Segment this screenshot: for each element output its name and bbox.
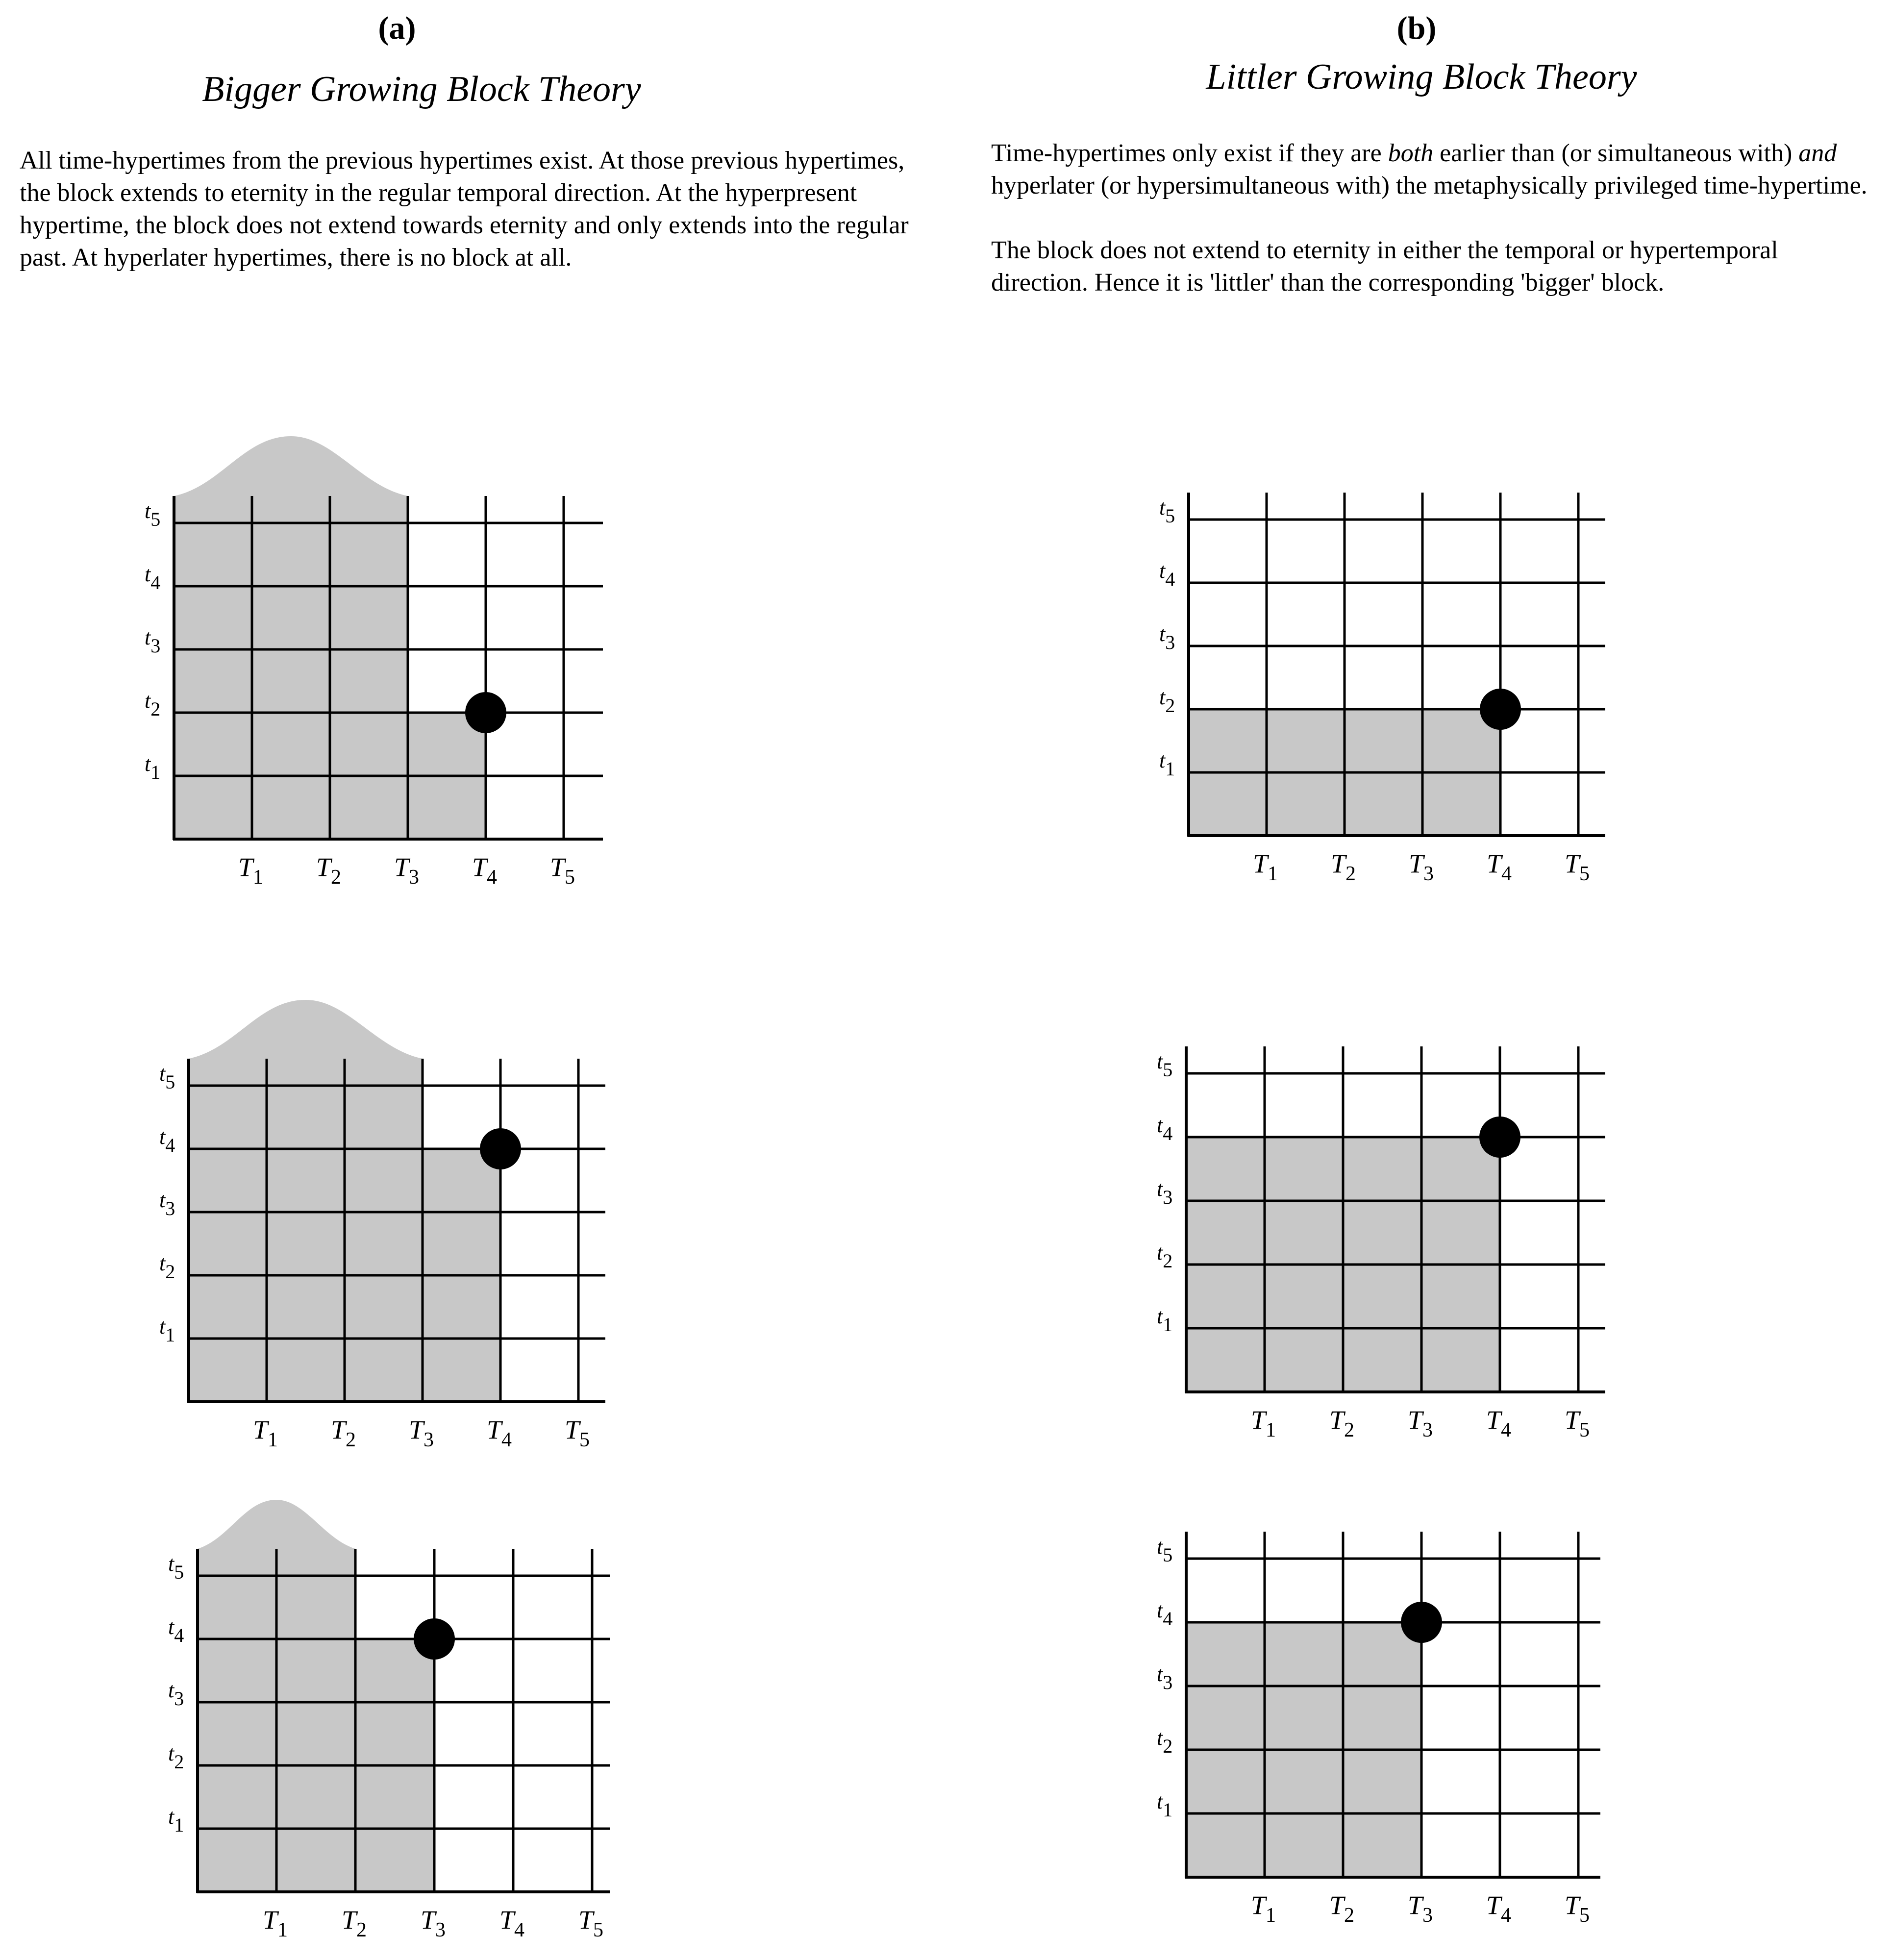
time-tick-label: t1 (1157, 1789, 1173, 1821)
hypertime-tick-label: $T_2$ (1331, 849, 1356, 885)
time-tick-label: t3 (1159, 622, 1175, 653)
hypertime-tick-label: $T_1$ (1253, 849, 1278, 885)
hypertime-tick-label: $T_3$ (421, 1905, 446, 1941)
time-tick-label: t2 (1157, 1241, 1173, 1272)
hypertime-tick-label: $T_5$ (565, 1415, 590, 1451)
panel-a-description: All time-hypertimes from the previous hypertimes exist. At those previous hypertimes, the block extends to eternity in the regular temporal direction. At the hyperpresent hypertime, the block does not extend towards eternity and only extends into the regular past. At hyperlater hypertimes, there is no block at all. (20, 147, 909, 272)
panel-b-label: (b) (1396, 10, 1437, 46)
time-tick-label: t2 (1159, 685, 1175, 717)
hypertime-tick-label: $T_4$ (1486, 1890, 1512, 1927)
time-tick-label: t2 (1157, 1726, 1173, 1757)
hypertime-tick-label: $T_5$ (1565, 1890, 1590, 1927)
present-time-hypertime-dot (1480, 689, 1521, 730)
time-tick-label: t1 (1159, 748, 1175, 780)
time-tick-label: t2 (145, 689, 161, 720)
growing-block-region (198, 1500, 434, 1892)
hypertime-tick-label: $T_4$ (499, 1905, 525, 1941)
time-tick-label: t3 (1157, 1177, 1173, 1208)
hypertime-tick-label: $T_5$ (578, 1905, 604, 1941)
present-time-hypertime-dot (1401, 1602, 1442, 1643)
time-tick-label: t4 (159, 1125, 175, 1156)
time-tick-label: t3 (1157, 1662, 1173, 1693)
hypertime-tick-label: $T_1$ (1251, 1890, 1276, 1927)
hypertime-tick-label: $T_4$ (1486, 1405, 1512, 1441)
time-tick-label: t5 (159, 1062, 175, 1093)
present-time-hypertime-dot (1479, 1116, 1520, 1158)
hypertime-tick-label: $T_3$ (1409, 849, 1434, 885)
time-tick-label: t4 (1157, 1113, 1173, 1144)
hypertime-tick-label: $T_5$ (550, 852, 575, 889)
hypertime-tick-label: $T_3$ (1408, 1405, 1433, 1441)
time-tick-label: t5 (145, 499, 161, 530)
present-time-hypertime-dot (480, 1128, 521, 1169)
time-tick-label: t5 (168, 1552, 184, 1583)
present-time-hypertime-dot (414, 1618, 455, 1660)
panel-b-description-para2: The block does not extend to eternity in either the temporal or hypertemporal direction. Hence it is 'littler' than the corresponding 'bigger' block. (991, 236, 1778, 297)
diagram-b-1 (1159, 493, 1605, 885)
panel-b-title: Littler Growing Block Theory (1206, 57, 1637, 97)
time-tick-label: t4 (168, 1615, 184, 1646)
diagram-b-2 (1157, 1046, 1605, 1441)
hypertime-tick-label: $T_5$ (1565, 1405, 1590, 1441)
time-tick-label: t3 (145, 625, 161, 657)
time-tick-label: t3 (168, 1678, 184, 1710)
hypertime-tick-label: $T_2$ (342, 1905, 367, 1941)
time-tick-label: t3 (159, 1188, 175, 1219)
panel-a-title: Bigger Growing Block Theory (202, 69, 641, 109)
hypertime-tick-label: $T_5$ (1565, 849, 1590, 885)
hypertime-tick-label: $T_2$ (1329, 1890, 1355, 1927)
hypertime-tick-label: $T_1$ (253, 1415, 278, 1451)
diagram-a-2 (159, 1000, 605, 1451)
diagram-b-3 (1157, 1532, 1600, 1927)
hypertime-tick-label: $T_2$ (1329, 1405, 1355, 1441)
hypertime-tick-label: $T_4$ (487, 1415, 512, 1451)
hypertime-tick-label: $T_4$ (1487, 849, 1512, 885)
panel-b-description-para1: Time-hypertimes only exist if they are both earlier than (or simultaneous with) and hyperlater (or hypersimultaneous with) the metaphysically privileged time-hypertime. (991, 139, 1868, 199)
hypertime-tick-label: $T_4$ (472, 852, 498, 889)
time-tick-label: t1 (168, 1805, 184, 1836)
time-tick-label: t5 (1159, 496, 1175, 527)
hypertime-tick-label: $T_1$ (1251, 1405, 1276, 1441)
hypertime-tick-label: $T_1$ (263, 1905, 288, 1941)
present-time-hypertime-dot (465, 692, 506, 733)
diagram-a-1 (145, 436, 603, 889)
time-tick-label: t4 (1157, 1598, 1173, 1630)
hypertime-tick-label: $T_2$ (316, 852, 342, 889)
hypertime-tick-label: $T_3$ (394, 852, 420, 889)
time-tick-label: t1 (145, 752, 161, 783)
diagram-a-3 (168, 1500, 610, 1941)
time-tick-label: t5 (1157, 1535, 1173, 1566)
hypertime-tick-label: $T_2$ (331, 1415, 356, 1451)
time-tick-label: t2 (159, 1251, 175, 1283)
hypertime-tick-label: $T_3$ (409, 1415, 434, 1451)
time-tick-label: t1 (159, 1315, 175, 1346)
time-tick-label: t4 (1159, 559, 1175, 590)
time-tick-label: t1 (1157, 1304, 1173, 1336)
hypertime-tick-label: $T_1$ (238, 852, 264, 889)
panel-a-label: (a) (378, 10, 416, 46)
time-tick-label: t2 (168, 1741, 184, 1773)
hypertime-tick-label: $T_3$ (1408, 1890, 1433, 1927)
time-tick-label: t4 (145, 562, 161, 594)
time-tick-label: t5 (1157, 1049, 1173, 1081)
